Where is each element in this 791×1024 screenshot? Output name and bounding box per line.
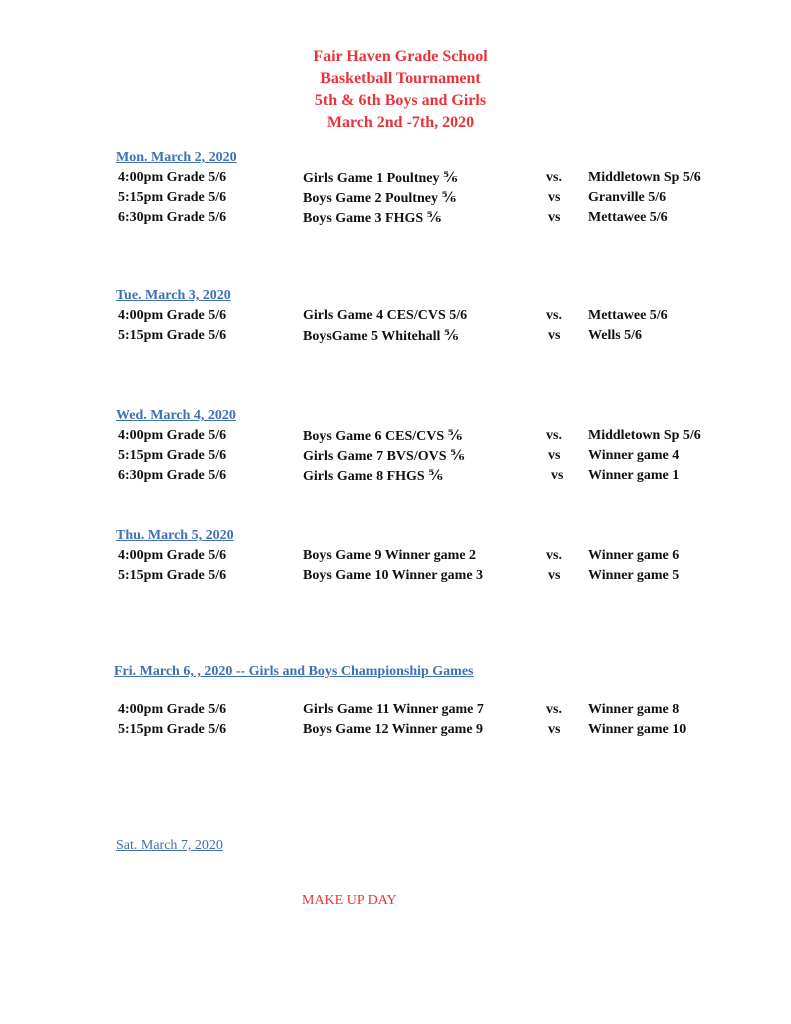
opponent: Winner game 1 <box>588 468 680 483</box>
title-line: Basketball Tournament <box>320 70 481 87</box>
game-time: 5:15pm Grade 5/6 <box>118 328 227 343</box>
game-label: Girls Game 7 BVS/OVS ⅚ <box>303 449 465 464</box>
game-time: 4:00pm Grade 5/6 <box>118 308 227 323</box>
game-label: Boys Game 9 Winner game 2 <box>303 548 477 563</box>
game-time: 6:30pm Grade 5/6 <box>118 210 227 225</box>
game-row <box>0 722 791 742</box>
game-time: 6:30pm Grade 5/6 <box>118 468 227 483</box>
versus-label: vs <box>548 190 561 205</box>
game-label: Girls Game 8 FHGS ⅚ <box>303 469 443 484</box>
versus-label: vs. <box>546 428 562 443</box>
game-label: Girls Game 1 Poultney ⅚ <box>303 171 458 186</box>
opponent: Granville 5/6 <box>588 190 667 205</box>
game-time: 5:15pm Grade 5/6 <box>118 190 227 205</box>
game-time: 5:15pm Grade 5/6 <box>118 568 227 583</box>
opponent: Middletown Sp 5/6 <box>588 170 701 185</box>
opponent: Winner game 6 <box>588 548 680 563</box>
versus-label: vs. <box>546 702 562 717</box>
document-title <box>0 46 791 134</box>
game-time: 4:00pm Grade 5/6 <box>118 428 227 443</box>
game-row <box>0 468 791 488</box>
day-heading-saturday: Sat. March 7, 2020 <box>116 838 223 853</box>
versus-label: vs <box>548 722 561 737</box>
game-label: Boys Game 12 Winner game 9 <box>303 722 484 737</box>
versus-label: vs <box>548 448 561 463</box>
versus-label: vs. <box>546 548 562 563</box>
day-heading-friday: Fri. March 6, , 2020 -- Girls and Boys Championship Games <box>114 664 474 679</box>
opponent: Middletown Sp 5/6 <box>588 428 701 443</box>
game-row <box>0 448 791 468</box>
versus-label: vs. <box>546 308 562 323</box>
game-label: Boys Game 10 Winner game 3 <box>303 568 484 583</box>
game-time: 4:00pm Grade 5/6 <box>118 170 227 185</box>
game-row <box>0 428 791 448</box>
make-up-day-note: MAKE UP DAY <box>302 893 397 908</box>
game-time: 4:00pm Grade 5/6 <box>118 702 227 717</box>
game-time: 4:00pm Grade 5/6 <box>118 548 227 563</box>
versus-label: vs <box>548 568 561 583</box>
opponent: Mettawee 5/6 <box>588 308 668 323</box>
game-row <box>0 170 791 190</box>
opponent: Mettawee 5/6 <box>588 210 668 225</box>
game-time: 5:15pm Grade 5/6 <box>118 448 227 463</box>
day-heading-thursday: Thu. March 5, 2020 <box>116 528 234 543</box>
game-row <box>0 328 791 348</box>
game-row <box>0 548 791 568</box>
day-heading-wednesday: Wed. March 4, 2020 <box>116 408 236 423</box>
versus-label: vs <box>548 210 561 225</box>
versus-label: vs. <box>546 170 562 185</box>
game-row <box>0 190 791 210</box>
title-line: March 2nd -7th, 2020 <box>326 114 475 131</box>
opponent: Winner game 5 <box>588 568 680 583</box>
game-label: Boys Game 2 Poultney ⅚ <box>303 191 456 206</box>
game-label: Boys Game 3 FHGS ⅚ <box>303 211 442 226</box>
game-label: Girls Game 4 CES/CVS 5/6 <box>303 308 468 323</box>
versus-label: vs <box>548 328 561 343</box>
opponent: Winner game 10 <box>588 722 687 737</box>
game-row <box>0 308 791 328</box>
day-heading-monday: Mon. March 2, 2020 <box>116 150 237 165</box>
game-label: Boys Game 6 CES/CVS ⅚ <box>303 429 463 444</box>
game-row <box>0 568 791 588</box>
title-line: Fair Haven Grade School <box>313 48 488 65</box>
game-label: BoysGame 5 Whitehall ⅚ <box>303 329 459 344</box>
day-heading-tuesday: Tue. March 3, 2020 <box>116 288 231 303</box>
opponent: Winner game 8 <box>588 702 680 717</box>
opponent: Winner game 4 <box>588 448 680 463</box>
title-line: 5th & 6th Boys and Girls <box>314 92 487 109</box>
versus-label: vs <box>551 468 564 483</box>
game-time: 5:15pm Grade 5/6 <box>118 722 227 737</box>
game-row <box>0 702 791 722</box>
opponent: Wells 5/6 <box>588 328 643 343</box>
game-row <box>0 210 791 230</box>
game-label: Girls Game 11 Winner game 7 <box>303 702 484 717</box>
